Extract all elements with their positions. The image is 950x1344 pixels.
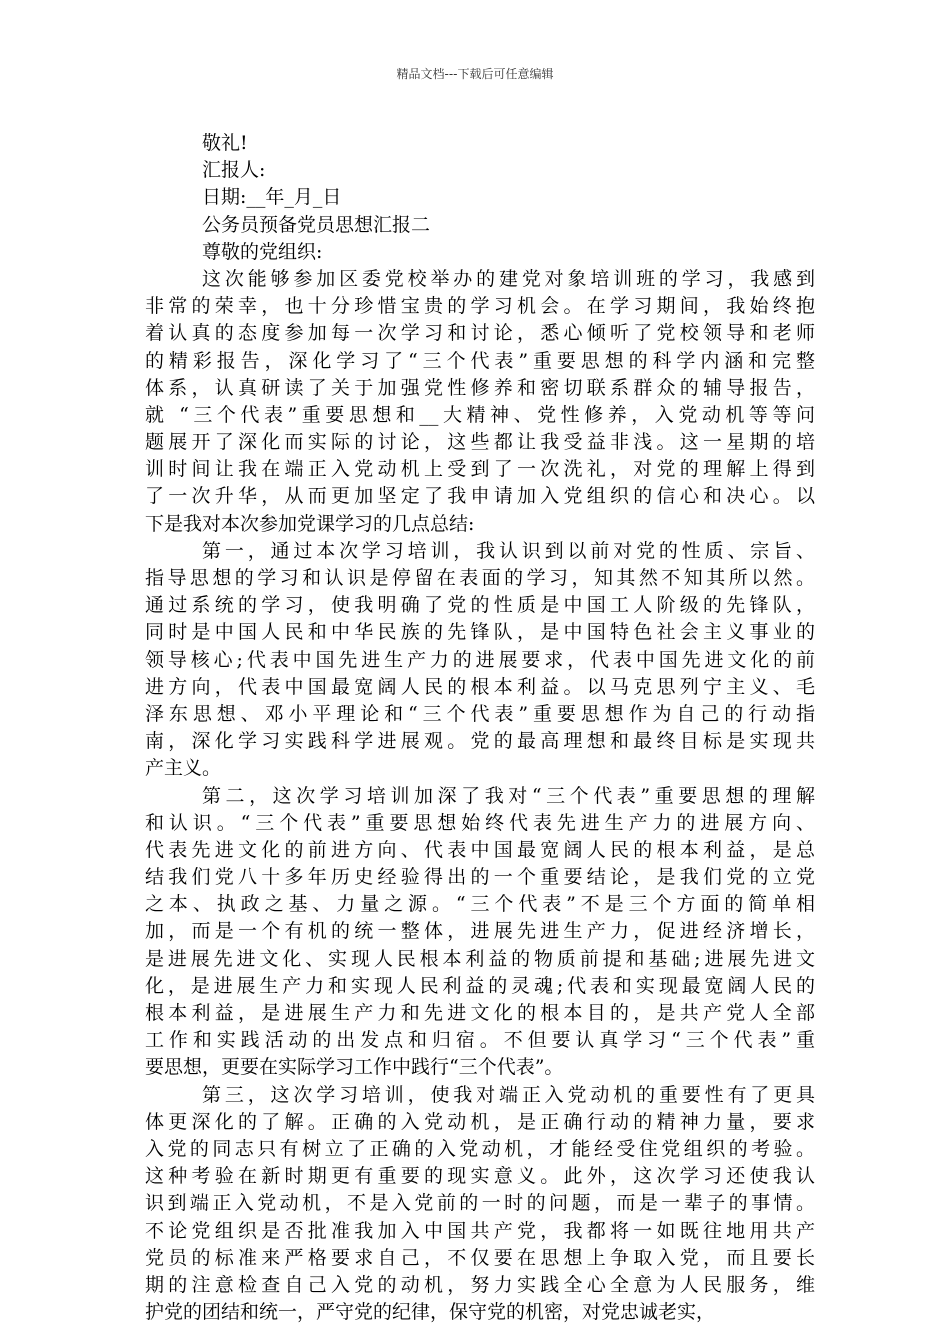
paragraph-line: 代表先进文化的前进方向、代表中国最宽阔人民的根本利益，是总: [145, 838, 815, 861]
paragraph-line: 着认真的态度参加每一次学习和讨论，悉心倾听了党校领导和老师: [145, 322, 815, 345]
paragraph-line: 加，而是一个有机的统一整体，进展先进生产力，促进经济增长，: [145, 920, 815, 943]
paragraph-line: 就 “三个代表”重要思想和__大精神、党性修养，入党动机等等问: [145, 403, 815, 426]
paragraph-line: 的精彩报告，深化学习了“三个代表”重要思想的科学内涵和完整: [145, 349, 815, 372]
paragraph: [145, 1082, 815, 1327]
paragraph-line: 识到端正入党动机，不是入党前的一时的问题，而是一辈子的事情。: [145, 1192, 815, 1215]
paragraph-line: 第一，通过本次学习培训，我认识到以前对党的性质、宗旨、: [202, 539, 815, 562]
paragraph-line: 这种考验在新时期更有重要的现实意义。此外，这次学习还使我认: [145, 1165, 815, 1188]
paragraph: [145, 783, 815, 1082]
paragraph-line: 进方向，代表中国最宽阔人民的根本利益。以马克思列宁主义、毛: [145, 675, 815, 698]
greeting: 尊敬的党组织:: [202, 240, 323, 263]
paragraph-line: 体更深化的了解。正确的入党动机，是正确行动的精神力量，要求: [145, 1110, 815, 1133]
closing-salute: 敬礼!: [202, 132, 248, 154]
paragraph-line: 不论党组织是否批准我加入中国共产党，我都将一如既往地用共产: [145, 1219, 815, 1242]
reporter-line: 汇报人:: [202, 159, 266, 182]
paragraph-line: 护党的团结和统一，严守党的纪律，保守党的机密，对党忠诚老实，: [145, 1301, 716, 1324]
paragraph-line: 泽东思想、邓小平理论和“三个代表”重要思想作为自己的行动指: [145, 702, 815, 725]
paragraph-line: 通过系统的学习，使我明确了党的性质是中国工人阶级的先锋队，: [145, 594, 815, 617]
paragraph: [145, 538, 815, 783]
paragraph-line: 党员的标准来严格要求自己，不仅要在思想上争取入党，而且要长: [145, 1246, 815, 1269]
paragraph-line: 训时间让我在端正入党动机上受到了一次洗礼，对党的理解上得到: [145, 458, 815, 481]
paragraph-line: 同时是中国人民和中华民族的先锋队，是中国特色社会主义事业的: [145, 621, 815, 644]
paragraph-line: 入党的同志只有树立了正确的入党动机，才能经受住党组织的考验。: [145, 1137, 815, 1160]
paragraph-line: 化，是进展生产力和实现人民利益的灵魂;代表和实现最宽阔人民的: [145, 974, 815, 997]
paragraph-line: 之本、执政之基、力量之源。“三个代表”不是三个方面的简单相: [145, 893, 815, 916]
paragraph-line: 非常的荣幸，也十分珍惜宝贵的学习机会。在学习期间，我始终抱: [145, 295, 815, 318]
document-title: 公务员预备党员思想汇报二: [202, 213, 431, 236]
date-line: 日期:__年_月_日: [202, 186, 342, 209]
paragraph-line: 根本利益，是进展生产力和先进文化的根本目的，是共产党人全部: [145, 1002, 815, 1024]
paragraph-line: 这次能够参加区委党校举办的建党对象培训班的学习，我感到: [202, 267, 815, 290]
paragraph-line: 题展开了深化而实际的讨论，这些都让我受益非浅。这一星期的培: [145, 431, 815, 454]
paragraph-line: 第二，这次学习培训加深了我对“三个代表”重要思想的理解: [202, 784, 815, 807]
paragraph: [145, 266, 815, 538]
document-body: [145, 130, 815, 1326]
paragraph-line: 要思想，更要在实际学习工作中践行“三个代表”。: [145, 1056, 564, 1079]
paragraph-line: 指导思想的学习和认识是停留在表面的学习，知其然不知其所以然。: [145, 567, 815, 589]
paragraph-line: 产主义。: [145, 757, 222, 780]
paragraph-line: 下是我对本次参加党课学习的几点总结:: [145, 512, 475, 535]
paragraphs: [145, 266, 815, 1326]
paragraph-line: 了一次升华，从而更加坚定了我申请加入党组织的信心和决心。以: [145, 485, 815, 508]
paragraph-line: 工作和实践活动的出发点和归宿。不但要认真学习“三个代表”重: [145, 1029, 815, 1052]
paragraph-line: 期的注意检查自己入党的动机，努力实践全心全意为人民服务，维: [145, 1273, 815, 1296]
paragraph-line: 体系，认真研读了关于加强党性修养和密切联系群众的辅导报告，: [145, 376, 815, 399]
paragraph-line: 第三，这次学习培训，使我对端正入党动机的重要性有了更具: [202, 1083, 815, 1106]
paragraph-line: 和认识。“三个代表”重要思想始终代表先进生产力的进展方向、: [145, 811, 815, 834]
paragraph-line: 是进展先进文化、实现人民根本利益的物质前提和基础;进展先进文: [145, 947, 815, 970]
paragraph-line: 领导核心;代表中国先进生产力的进展要求，代表中国先进文化的前: [145, 648, 815, 671]
paragraph-line: 南，深化学习实践科学进展观。党的最高理想和最终目标是实现共: [145, 730, 815, 753]
paragraph-line: 结我们党八十多年历史经验得出的一个重要结论，是我们党的立党: [145, 866, 815, 889]
page-header: 精品文档---下载后可任意编辑: [396, 67, 554, 81]
